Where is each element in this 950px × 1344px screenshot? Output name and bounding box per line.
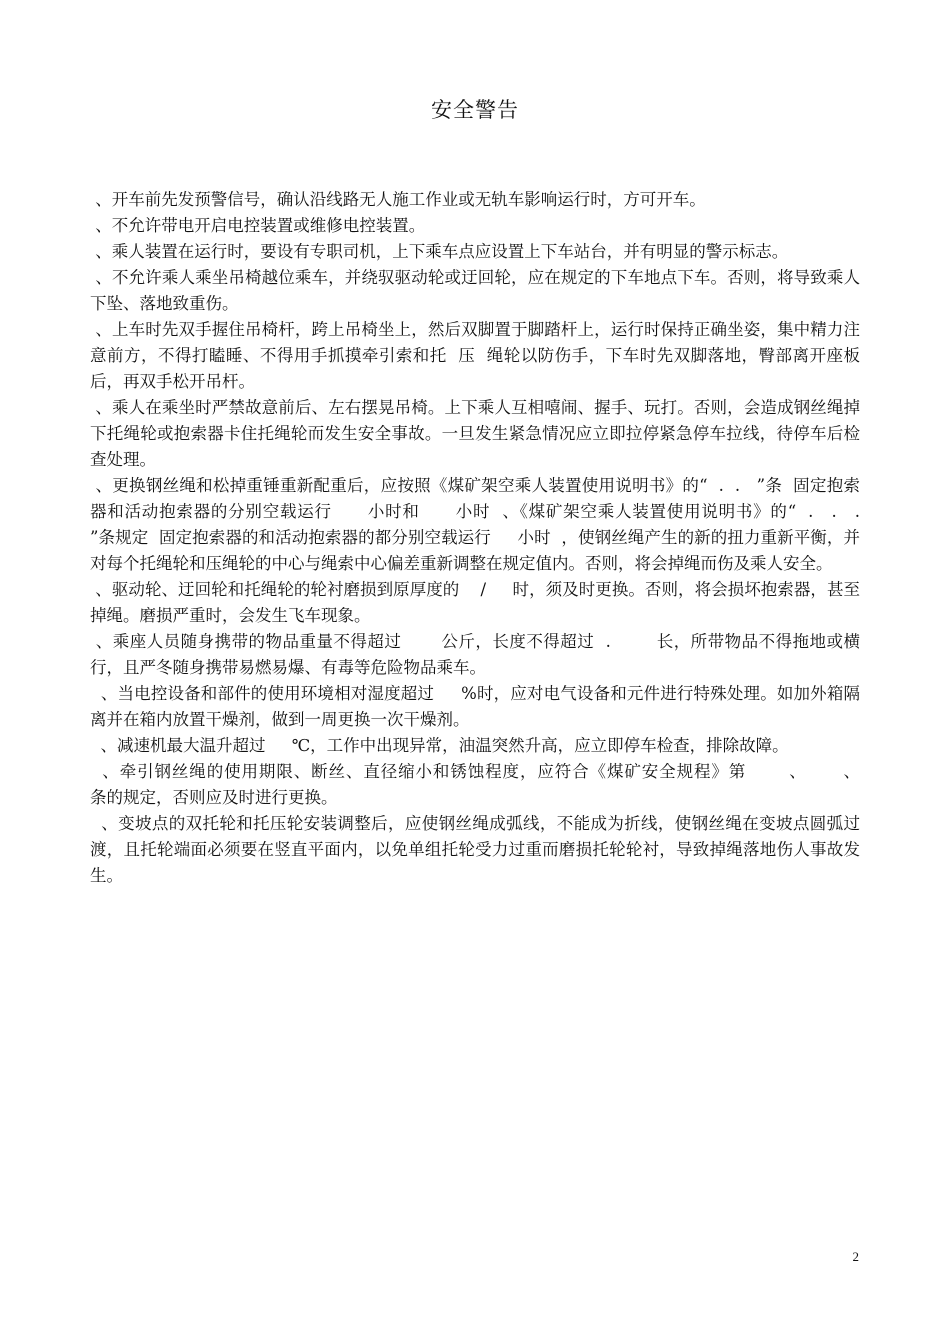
warning-item: 、变坡点的双托轮和托压轮安装调整后，应使钢丝绳成弧线，不能成为折线，使钢丝绳在变坡点圆弧过渡，且托轮端面必须要在竖直平面内，以免单组托轮受力过重而磨损托轮轮衬，导致掉绳落地伤人事故发生。 xyxy=(90,814,860,885)
warning-item: 、牵引钢丝绳的使用期限、断丝、直径缩小和锈蚀程度，应符合《煤矿安全规程》第 、 、 条的规定，否则应及时进行更换。 xyxy=(90,762,929,807)
warning-item: 、减速机最大温升超过 ℃，工作中出现异常，油温突然升高，应立即停车检查，排除故障。 xyxy=(90,736,789,755)
page-number: 2 xyxy=(852,1249,859,1264)
warning-item: 、不允许乘人乘坐吊椅越位乘车，并绕驭驱动轮或迂回轮，应在规定的下车地点下车。否则，将导致乘人下坠、落地致重伤。 xyxy=(90,268,860,313)
warning-item: 、驱动轮、迂回轮和托绳轮的轮衬磨损到原厚度的 / 时，须及时更换。否则，将会损坏抱索器，甚至掉绳。磨损严重时，会发生飞车现象。 xyxy=(90,580,860,625)
warning-item: 、乘座人员随身携带的物品重量不得超过 公斤，长度不得超过 . 长，所带物品不得拖地或横行，且严冬随身携带易燃易爆、有毒等危险物品乘车。 xyxy=(90,632,860,677)
warning-item: 、当电控设备和部件的使用环境相对湿度超过 %时，应对电气设备和元件进行特殊处理。如加外箱隔离并在箱内放置干燥剂，做到一周更换一次干燥剂。 xyxy=(90,684,861,729)
warning-list xyxy=(90,187,929,889)
warning-item: 、乘人在乘坐时严禁故意前后、左右摆晃吊椅。上下乘人互相嘻闹、握手、玩打。否则，会造成钢丝绳掉下托绳轮或抱索器卡住托绳轮而发生安全事故。一旦发生紧急情况应立即拉停紧急停车拉线，待停车后检查处理。 xyxy=(90,398,860,469)
warning-item: 、开车前先发预警信号，确认沿线路无人施工作业或无轨车影响运行时，方可开车。 xyxy=(90,190,706,209)
warning-item: 、不允许带电开启电控装置或维修电控装置。 xyxy=(90,216,426,235)
warning-item: 、乘人装置在运行时，要设有专职司机，上下乘车点应设置上下车站台，并有明显的警示标志。 xyxy=(90,242,789,261)
document-title: 安全警告 xyxy=(431,98,519,122)
warning-item: 、上车时先双手握住吊椅杆，跨上吊椅坐上，然后双脚置于脚踏杆上，运行时保持正确坐姿，集中精力注意前方，不得打瞌睡、不得用手抓摸牵引索和托 压 绳轮以防伤手，下车时先双脚落地，臀部离开座板后，再双手松开吊杆。 xyxy=(90,320,860,391)
warning-item: 、更换钢丝绳和松掉重锤重新配重后，应按照《煤矿架空乘人装置使用说明书》的“ . . ”条 固定抱索器和活动抱索器的分别空载运行 小时和 小时 、《煤矿架空乘人装置使用说明书》的“ . . . ”条规定 固定抱索器的和活动抱索器的都分别空载运行 小时 ，使钢丝绳产生的新的扭力重新平衡，并对每个托绳轮和压绳轮的中心与绳索中心偏差重新调整在规定值内。否则，将会掉绳而伤及乘人安全。 xyxy=(90,476,881,573)
